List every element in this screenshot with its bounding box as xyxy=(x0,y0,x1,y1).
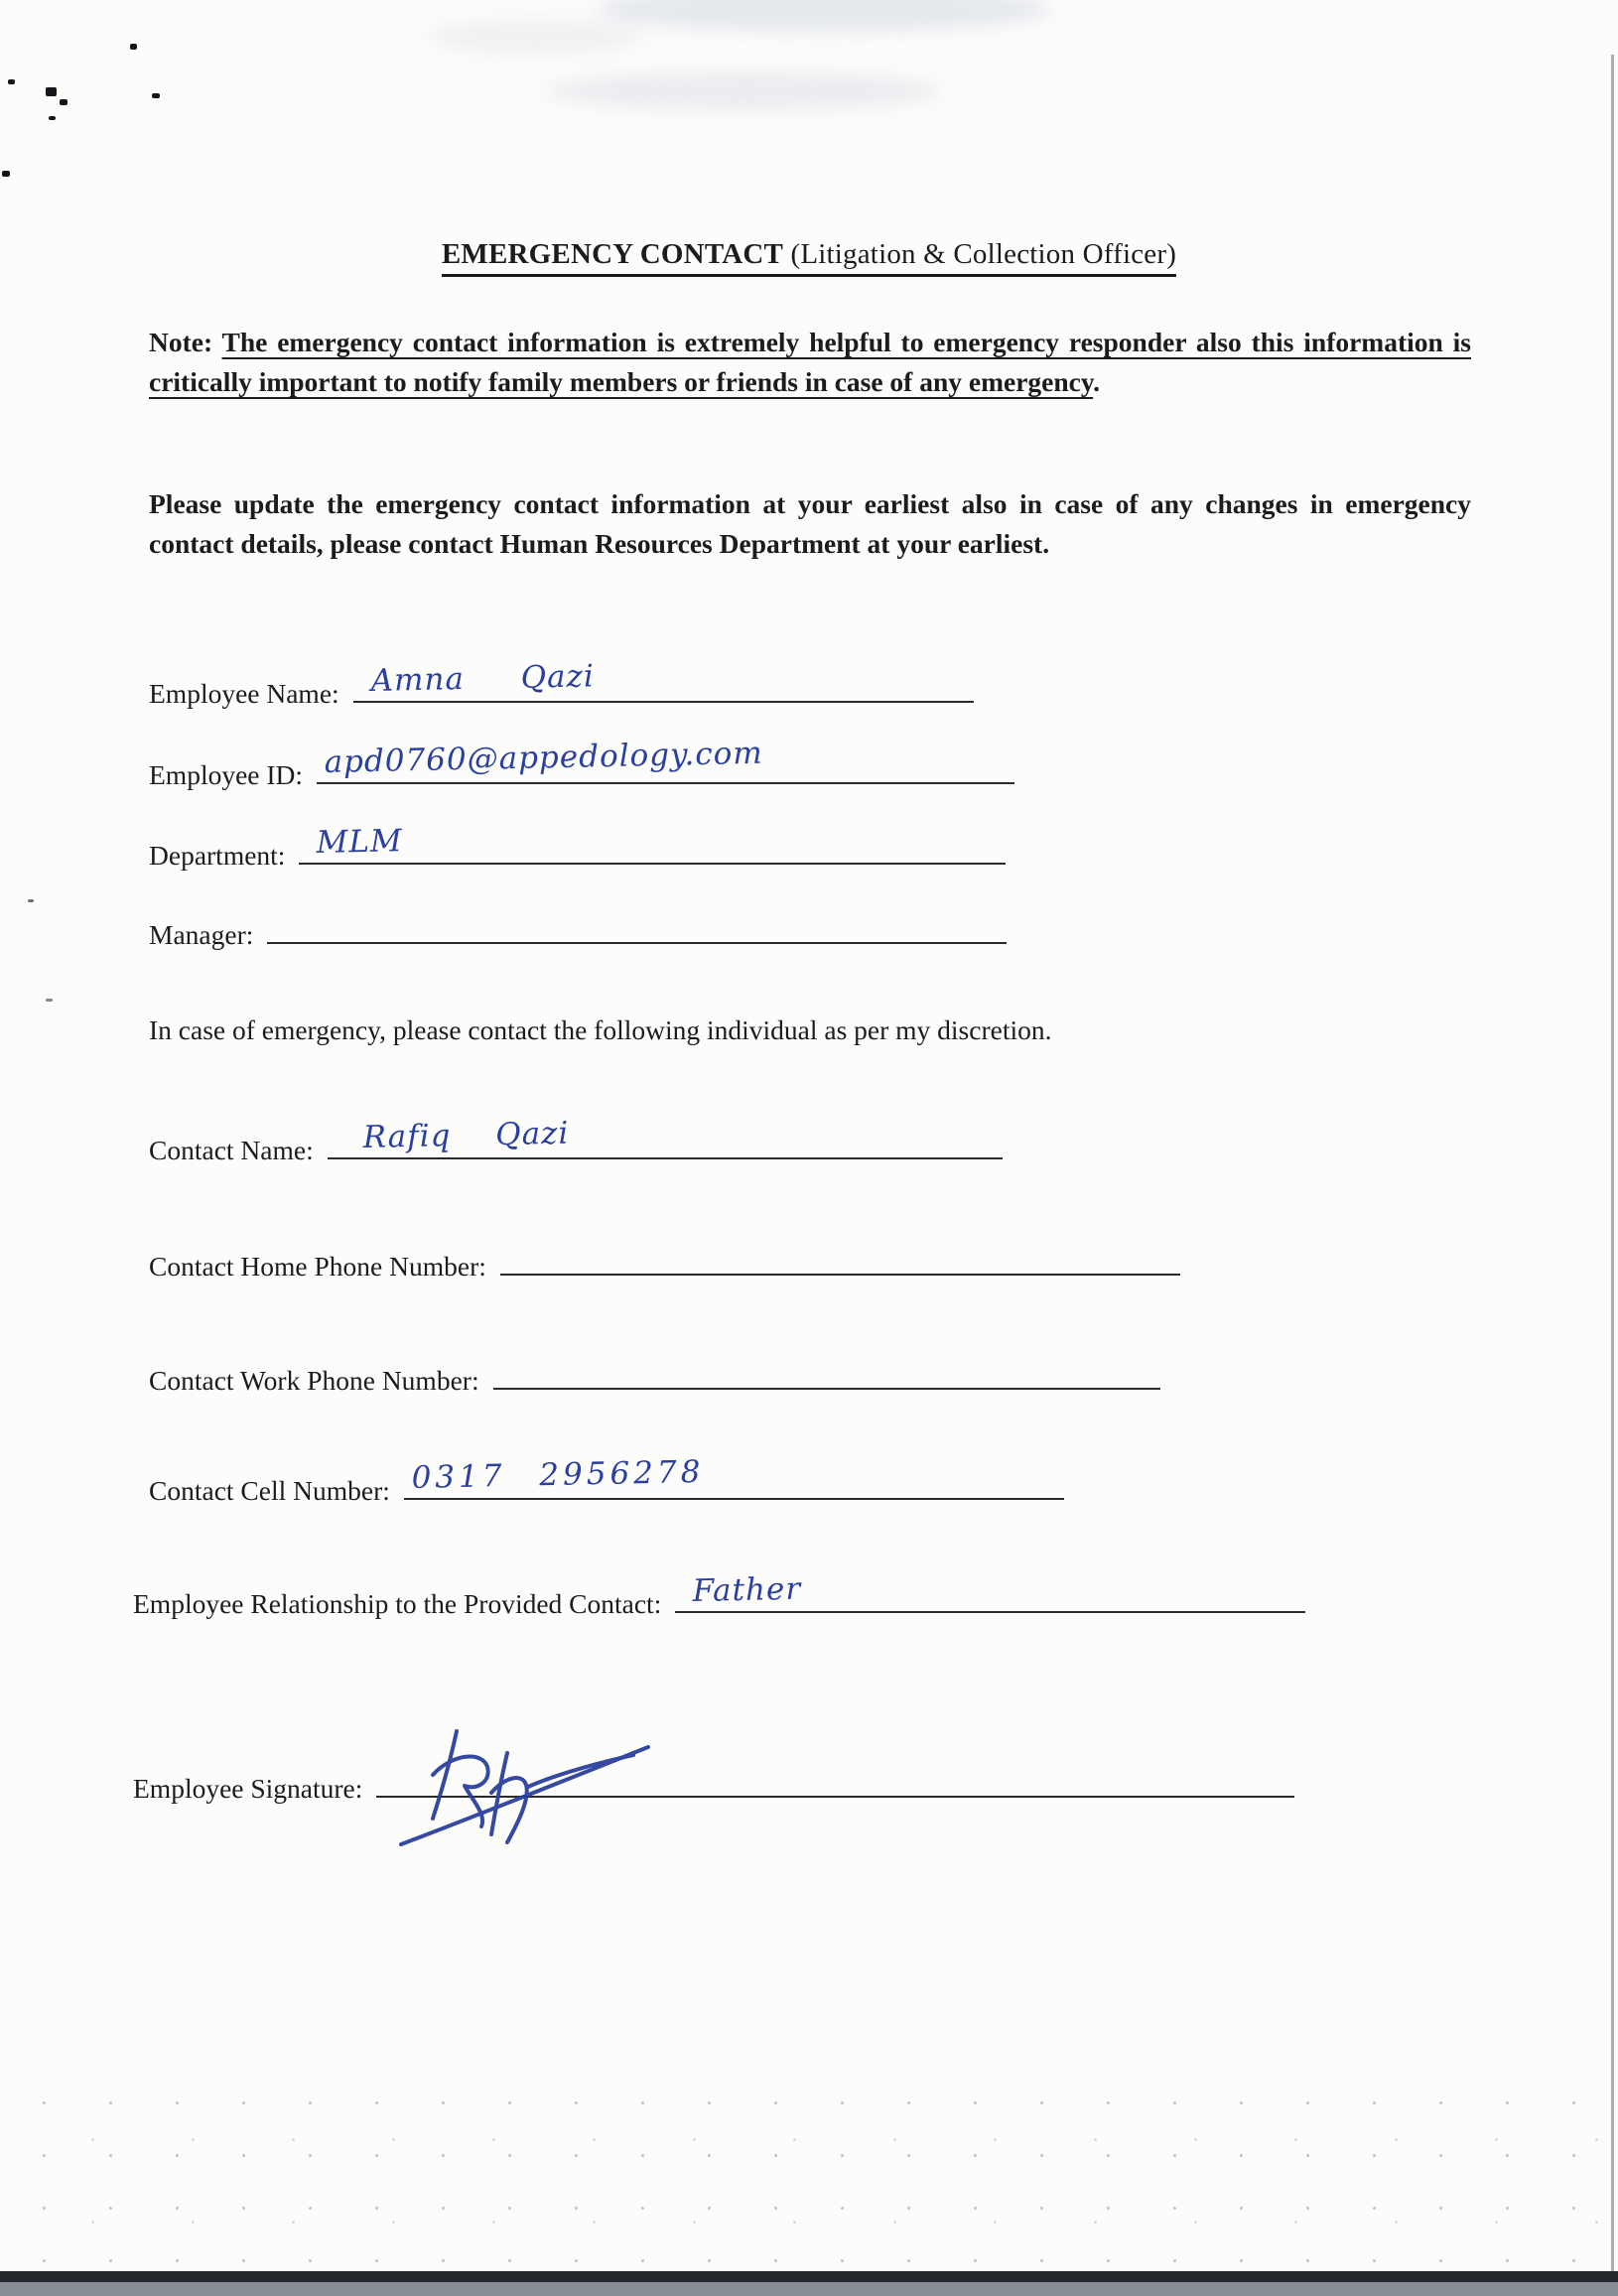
scan-smudge xyxy=(546,71,943,111)
contact-name-handwriting: Rafiq Qazi xyxy=(361,1115,570,1155)
ink-speck xyxy=(46,87,57,96)
field-contact-name xyxy=(149,1115,1003,1166)
manager-label: Manager: xyxy=(149,919,254,950)
form-title-main: EMERGENCY CONTACT xyxy=(441,238,784,270)
department-line xyxy=(299,823,1006,865)
contact-cell-handwriting: 0317 2956278 xyxy=(411,1453,705,1496)
field-employee-name xyxy=(149,658,974,710)
ink-speck xyxy=(28,899,34,902)
scan-noise xyxy=(0,2070,1618,2268)
field-contact-cell xyxy=(149,1453,1064,1507)
ink-speck xyxy=(46,999,53,1002)
employee-signature-label: Employee Signature: xyxy=(133,1773,363,1804)
contact-work-phone-line xyxy=(493,1354,1160,1390)
field-employee-id xyxy=(149,735,1014,791)
contact-name-line xyxy=(328,1115,1003,1159)
employee-id-handwriting: apd0760@appedology.com xyxy=(324,735,764,780)
page-edge-bottom xyxy=(0,2271,1618,2282)
ink-speck xyxy=(152,93,160,98)
ink-speck xyxy=(8,79,15,84)
contact-work-phone-label: Contact Work Phone Number: xyxy=(149,1365,479,1396)
contact-name-label: Contact Name: xyxy=(149,1135,314,1165)
note-prefix: Note: xyxy=(149,327,222,357)
ink-speck xyxy=(60,99,67,105)
ink-speck xyxy=(49,116,56,120)
department-handwriting: MLM xyxy=(316,823,404,861)
note-paragraph xyxy=(149,323,1471,402)
relationship-handwriting: Father xyxy=(692,1570,802,1609)
field-contact-home-phone xyxy=(149,1240,1180,1283)
field-contact-work-phone xyxy=(149,1354,1160,1397)
scan-smudge xyxy=(427,20,645,54)
note-body: The emergency contact information is extremely helpful to emergency responder also this information is critically important to notify family members or friends in case of any emergency xyxy=(149,327,1472,397)
employee-name-label: Employee Name: xyxy=(149,678,339,709)
employee-id-line xyxy=(317,735,1014,784)
employee-signature-line xyxy=(376,1762,1294,1798)
page-edge-right xyxy=(1611,55,1614,2276)
form-title xyxy=(0,238,1618,277)
relationship-label: Employee Relationship to the Provided Contact: xyxy=(133,1588,662,1619)
field-department xyxy=(149,823,1006,872)
ink-speck xyxy=(2,171,10,177)
contact-cell-label: Contact Cell Number: xyxy=(149,1475,390,1506)
emergency-intro: In case of emergency, please contact the following individual as per my discretion. xyxy=(149,1014,1052,1045)
contact-home-phone-line xyxy=(500,1240,1180,1276)
relationship-line xyxy=(675,1570,1305,1613)
scan-smudge xyxy=(596,0,1052,32)
employee-name-handwriting: Amna Qazi xyxy=(369,658,595,699)
field-relationship xyxy=(133,1570,1305,1620)
update-paragraph: Please update the emergency contact information at your earliest also in case of any changes in emergency contact details, please contact Human Resources Department at your earliest. xyxy=(149,488,1471,559)
field-manager xyxy=(149,908,1007,951)
contact-home-phone-label: Contact Home Phone Number: xyxy=(149,1251,486,1282)
manager-line xyxy=(267,908,1007,944)
contact-cell-line xyxy=(404,1453,1064,1500)
ink-speck xyxy=(130,44,137,50)
employee-name-line xyxy=(353,658,974,703)
form-title-subtitle: (Litigation & Collection Officer) xyxy=(783,238,1177,270)
scanner-bed-strip xyxy=(0,2282,1618,2296)
field-employee-signature xyxy=(133,1762,1294,1805)
note-suffix: . xyxy=(1093,366,1100,397)
department-label: Department: xyxy=(149,840,286,871)
employee-id-label: Employee ID: xyxy=(149,759,304,790)
